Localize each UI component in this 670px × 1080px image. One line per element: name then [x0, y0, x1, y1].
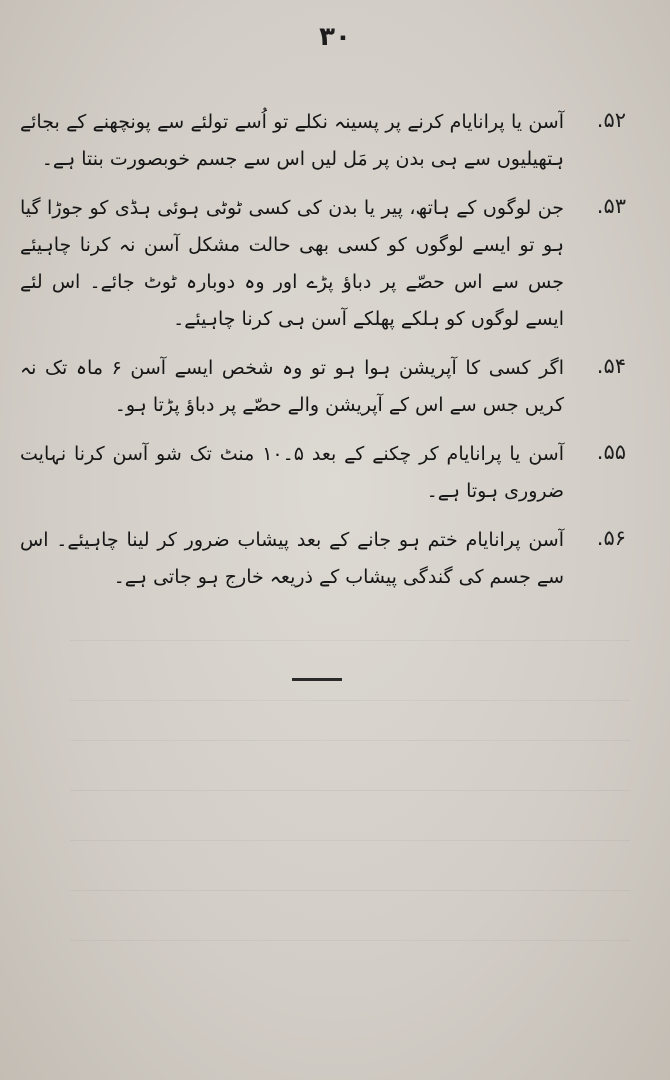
item-number: .۵۳ [596, 194, 626, 218]
bleed-through-line [70, 700, 630, 701]
item-text: آسن یا پرانایام کر چکنے کے بعد ۵۔۱۰ منٹ تک شو آسن کرنا نہایت ضروری ہوتا ہے۔ [20, 443, 564, 502]
bleed-through-line [70, 940, 630, 941]
section-end-rule [292, 678, 342, 681]
item-text: آسن پرانایام ختم ہو جانے کے بعد پیشاب ضرور کر لینا چاہیئے۔ اس سے جسم کی گندگی پیشاب کے ذریعہ خارج ہو جاتی ہے۔ [20, 529, 564, 588]
page-number: ۳۰ [319, 22, 351, 52]
numbered-list [20, 104, 650, 608]
bleed-through-line [70, 640, 630, 641]
item-number: .۵۶ [596, 526, 626, 550]
item-text: اگر کسی کا آپریشن ہوا ہو تو وہ شخص ایسے آسن ۶ ماہ تک نہ کریں جس سے اس کے آپریشن والے حصّے پر دباؤ پڑتا ہو۔ [20, 357, 564, 416]
item-number: .۵۵ [596, 440, 626, 464]
item-number: .۵۲ [596, 108, 626, 132]
item-text: جن لوگوں کے ہاتھ، پیر یا بدن کی کسی ٹوٹی ہوئی ہڈی کو جوڑا گیا ہو تو ایسے لوگوں کو کسی بھی حالت مشکل آسن نہ کرنا چاہیئے جس سے اس حصّے پر دباؤ پڑے اور وہ دوبارہ ٹوٹ جائے۔ اس لئے ایسے لوگوں کو ہلکے پھلکے آسن ہی کرنا چاہیئے۔ [20, 197, 564, 330]
item-text: آسن یا پرانایام کرنے پر پسینہ نکلے تو اُسے تولئے سے پونچھنے کے بجائے ہتھیلیوں سے ہی بدن پر مَل لیں اس سے جسم خوبصورت بنتا ہے۔ [20, 111, 564, 170]
bleed-through-line [70, 790, 630, 791]
list-item [20, 522, 650, 596]
list-item [20, 190, 650, 338]
bleed-through-line [70, 890, 630, 891]
item-number: .۵۴ [596, 354, 626, 378]
bleed-through-line [70, 740, 630, 741]
bleed-through-line [70, 840, 630, 841]
list-item [20, 104, 650, 178]
list-item [20, 436, 650, 510]
list-item [20, 350, 650, 424]
